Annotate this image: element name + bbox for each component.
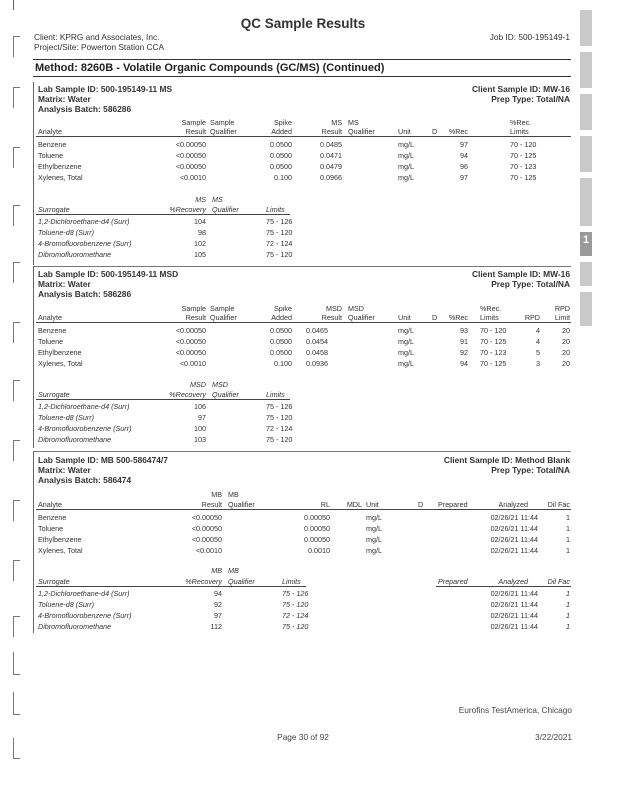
rec-limits: 70 - 125	[480, 337, 507, 346]
analyte: Ethylbenzene	[38, 348, 82, 357]
mb-result: <0.0010	[195, 546, 222, 555]
rpd-limit: 20	[562, 348, 570, 357]
surrogate-limits: 75 - 120	[282, 622, 309, 631]
sample-result: <0.0010	[179, 359, 206, 368]
prep-type: Prep Type: Total/NA	[491, 94, 570, 104]
rpd-limit: 20	[562, 326, 570, 335]
surrogate-recovery: 94	[214, 589, 222, 598]
surrogate-recovery: 100	[194, 424, 206, 433]
matrix: Matrix: Water	[38, 94, 91, 104]
dil-fac: 1	[566, 546, 570, 555]
col-header: %Recovery	[169, 205, 206, 214]
sample-result: <0.00050	[175, 151, 206, 160]
matrix: Matrix: Water	[38, 465, 91, 475]
spike-added: 0.0500	[270, 140, 292, 149]
percent-rec: 97	[460, 140, 468, 149]
analyzed: 02/26/21 11:44	[490, 611, 538, 620]
col-header: Result	[185, 127, 206, 136]
rec-limits: 70 - 120	[480, 326, 507, 335]
sample-result: <0.00050	[175, 326, 206, 335]
col-header: MB	[228, 566, 239, 575]
analysis-batch: Analysis Batch: 586286	[38, 289, 132, 299]
percent-rec: 94	[460, 151, 468, 160]
col-header: RPD	[524, 313, 540, 322]
col-header: RPD	[554, 304, 570, 313]
col-header: %Rec	[448, 127, 468, 136]
mb-result: <0.00050	[191, 524, 222, 533]
unit: mg/L	[366, 524, 382, 533]
dil-fac: 1	[566, 513, 570, 522]
analysis-batch: Analysis Batch: 586286	[38, 104, 132, 114]
col-header: Added	[271, 127, 292, 136]
col-header: Qualifier	[348, 313, 375, 322]
left-margin-bracket	[13, 205, 20, 226]
col-header: Sample	[210, 118, 235, 127]
analyte: Toluene	[38, 524, 64, 533]
surrogate-recovery: 103	[194, 435, 206, 444]
msd-result: 0.0454	[306, 337, 328, 346]
col-header: Dil Fac	[547, 577, 570, 586]
surrogate-name: 4-Bromofluorobenzene (Surr)	[38, 424, 132, 433]
col-header: RL	[320, 500, 330, 509]
surrogate-name: 1,2-Dichloroethane-d4 (Surr)	[38, 589, 130, 598]
surrogate-name: Dibromofluoromethane	[38, 435, 112, 444]
col-header: %Recovery	[169, 390, 206, 399]
dil-fac: 1	[566, 600, 570, 609]
page-number: Page 30 of 92	[277, 732, 329, 742]
col-header: Unit	[366, 500, 379, 509]
sample-result: <0.00050	[175, 337, 206, 346]
unit: mg/L	[398, 337, 414, 346]
rec-limits: 70 - 123	[510, 162, 537, 171]
header-rule	[36, 214, 290, 215]
unit: mg/L	[398, 162, 414, 171]
lab-sample-id: Lab Sample ID: 500-195149-11 MSD	[38, 269, 179, 279]
col-header: Result	[321, 313, 342, 322]
side-tab	[580, 178, 592, 226]
col-header: Limits	[510, 127, 529, 136]
col-header: Surrogate	[38, 205, 70, 214]
col-header: Dil Fac	[547, 500, 570, 509]
col-header: Qualifier	[210, 313, 237, 322]
side-tab-number: 1	[582, 234, 590, 246]
percent-rec: 93	[460, 326, 468, 335]
rpd: 4	[536, 337, 540, 346]
col-header: Limits	[266, 205, 285, 214]
analyte: Xylenes, Total	[38, 546, 83, 555]
rpd-limit: 20	[562, 359, 570, 368]
rec-limits: 70 - 125	[510, 173, 537, 182]
client-sample-id: Client Sample ID: Method Blank	[443, 455, 570, 465]
section-rule	[33, 82, 34, 265]
method-title: Method: 8260B - Volatile Organic Compounds (GC/MS) (Continued)	[35, 62, 385, 74]
prep-type: Prep Type: Total/NA	[491, 465, 570, 475]
surrogate-limits: 72 - 124	[266, 239, 293, 248]
sample-result: <0.00050	[175, 348, 206, 357]
left-margin-rule	[13, 0, 14, 10]
ms-result: 0.0485	[320, 140, 342, 149]
section-divider	[33, 451, 571, 452]
percent-rec: 92	[460, 348, 468, 357]
unit: mg/L	[398, 359, 414, 368]
col-header: Surrogate	[38, 577, 70, 586]
unit: mg/L	[398, 140, 414, 149]
dil-fac: 1	[566, 589, 570, 598]
msd-result: 0.0458	[306, 348, 328, 357]
col-header: Analyzed	[498, 577, 528, 586]
surrogate-recovery: 98	[198, 228, 206, 237]
mb-result: <0.00050	[191, 535, 222, 544]
rl: 0.00050	[304, 513, 330, 522]
dil-fac: 1	[566, 535, 570, 544]
analyte: Ethylbenzene	[38, 535, 82, 544]
col-header: MB	[211, 566, 222, 575]
col-header: Result	[201, 500, 222, 509]
col-header: MSD	[212, 380, 228, 389]
rpd: 3	[536, 359, 540, 368]
analyte: Benzene	[38, 326, 67, 335]
surrogate-limits: 75 - 120	[282, 600, 309, 609]
percent-rec: 91	[460, 337, 468, 346]
ms-result: 0.0479	[320, 162, 342, 171]
matrix: Matrix: Water	[38, 279, 91, 289]
col-header: Sample	[181, 304, 206, 313]
surrogate-name: Toluene-d8 (Surr)	[38, 228, 95, 237]
col-header: Spike	[274, 304, 292, 313]
header-rule	[36, 509, 571, 510]
analyte: Xylenes, Total	[38, 173, 83, 182]
header-rule	[436, 586, 571, 587]
spike-added: 0.100	[274, 173, 292, 182]
sample-result: <0.00050	[175, 140, 206, 149]
left-margin-bracket	[13, 652, 20, 675]
col-header: D	[418, 500, 424, 509]
surrogate-recovery: 106	[194, 402, 206, 411]
surrogate-name: Dibromofluoromethane	[38, 250, 112, 259]
left-margin-bracket	[13, 616, 20, 637]
left-margin-bracket	[13, 692, 20, 715]
analyzed: 02/26/21 11:44	[490, 546, 538, 555]
rl: 0.00050	[304, 524, 330, 533]
method-rule-top	[33, 59, 571, 60]
col-header: MDL	[346, 500, 362, 509]
left-margin-bracket	[13, 262, 20, 283]
col-header: Spike	[274, 118, 292, 127]
col-header: %Rec	[448, 313, 468, 322]
surrogate-name: Dibromofluoromethane	[38, 622, 112, 631]
col-header: Result	[185, 313, 206, 322]
col-header: Limits	[480, 313, 499, 322]
col-header: MB	[211, 490, 222, 499]
surrogate-limits: 75 - 126	[266, 217, 293, 226]
unit: mg/L	[366, 513, 382, 522]
client-name: Client: KPRG and Associates, Inc.	[34, 32, 160, 42]
ms-result: 0.0966	[320, 173, 342, 182]
rec-limits: 70 - 125	[510, 151, 537, 160]
spike-added: 0.0500	[270, 337, 292, 346]
header-rule	[36, 586, 306, 587]
surrogate-limits: 75 - 126	[266, 402, 293, 411]
col-header: Unit	[398, 313, 411, 322]
msd-result: 0.0465	[306, 326, 328, 335]
spike-added: 0.0500	[270, 326, 292, 335]
left-margin-bracket	[13, 147, 20, 168]
col-header: Analyzed	[498, 500, 528, 509]
section-divider	[33, 266, 571, 267]
unit: mg/L	[398, 326, 414, 335]
col-header: Unit	[398, 127, 411, 136]
unit: mg/L	[398, 151, 414, 160]
col-header: Prepared	[438, 577, 468, 586]
analyte: Benzene	[38, 513, 67, 522]
analyte: Benzene	[38, 140, 67, 149]
col-header: Surrogate	[38, 390, 70, 399]
surrogate-name: 4-Bromofluorobenzene (Surr)	[38, 239, 132, 248]
side-tab	[580, 94, 592, 130]
header-rule	[36, 322, 571, 323]
surrogate-name: 1,2-Dichloroethane-d4 (Surr)	[38, 217, 130, 226]
report-date: 3/22/2021	[535, 732, 572, 742]
surrogate-limits: 75 - 120	[266, 228, 293, 237]
rec-limits: 70 - 123	[480, 348, 507, 357]
dil-fac: 1	[566, 622, 570, 631]
left-margin-bracket	[13, 560, 20, 581]
analyte: Ethylbenzene	[38, 162, 82, 171]
dil-fac: 1	[566, 524, 570, 533]
project-site: Project/Site: Powerton Station CCA	[34, 42, 165, 52]
col-header: Prepared	[438, 500, 468, 509]
surrogate-limits: 72 - 124	[282, 611, 309, 620]
surrogate-limits: 75 - 126	[282, 589, 309, 598]
surrogate-limits: 75 - 120	[266, 435, 293, 444]
surrogate-recovery: 112	[210, 622, 222, 631]
col-header: Sample	[210, 304, 235, 313]
spike-added: 0.100	[274, 359, 292, 368]
percent-rec: 97	[460, 173, 468, 182]
col-header: Analyte	[38, 313, 62, 322]
col-header: %Rec.	[510, 118, 532, 127]
col-header: Result	[321, 127, 342, 136]
side-tab	[580, 136, 592, 172]
col-header: Qualifier	[228, 577, 255, 586]
left-margin-bracket	[13, 500, 20, 521]
spike-added: 0.0500	[270, 348, 292, 357]
col-header: %Rec.	[480, 304, 502, 313]
col-header: MSD	[190, 380, 206, 389]
analyzed: 02/26/21 11:44	[490, 622, 538, 631]
surrogate-name: 4-Bromofluorobenzene (Surr)	[38, 611, 132, 620]
spike-added: 0.0500	[270, 151, 292, 160]
col-header: MSD	[348, 304, 364, 313]
rpd-limit: 20	[562, 337, 570, 346]
surrogate-recovery: 104	[194, 217, 206, 226]
col-header: MS	[212, 195, 223, 204]
col-header: Qualifier	[210, 127, 237, 136]
page-title: QC Sample Results	[240, 16, 366, 31]
surrogate-limits: 75 - 120	[266, 413, 293, 422]
col-header: MB	[228, 490, 239, 499]
ms-result: 0.0471	[320, 151, 342, 160]
analyzed: 02/26/21 11:44	[490, 513, 538, 522]
col-header: MS	[348, 118, 359, 127]
job-id: Job ID: 500-195149-1	[489, 32, 570, 42]
col-header: Qualifier	[348, 127, 375, 136]
surrogate-name: 1,2-Dichloroethane-d4 (Surr)	[38, 402, 130, 411]
analysis-batch: Analysis Batch: 586474	[38, 475, 132, 485]
header-rule	[36, 399, 290, 400]
client-sample-id: Client Sample ID: MW-16	[471, 84, 570, 94]
rec-limits: 70 - 125	[480, 359, 507, 368]
col-header: %Recovery	[185, 577, 222, 586]
unit: mg/L	[366, 546, 382, 555]
col-header: Limit	[554, 313, 570, 322]
left-margin-bracket	[13, 322, 20, 343]
side-tab	[580, 292, 592, 326]
surrogate-limits: 75 - 120	[266, 250, 293, 259]
analyzed: 02/26/21 11:44	[490, 589, 538, 598]
analyzed: 02/26/21 11:44	[490, 535, 538, 544]
lab-sample-id: Lab Sample ID: 500-195149-11 MS	[38, 84, 173, 94]
side-tab	[580, 52, 592, 88]
percent-rec: 94	[460, 359, 468, 368]
left-margin-bracket	[13, 380, 20, 401]
surrogate-recovery: 105	[194, 250, 206, 259]
client-sample-id: Client Sample ID: MW-16	[471, 269, 570, 279]
col-header: Qualifier	[212, 205, 239, 214]
col-header: MS	[331, 118, 342, 127]
unit: mg/L	[366, 535, 382, 544]
left-margin-bracket	[13, 440, 20, 461]
col-header: MSD	[326, 304, 342, 313]
rl: 0.00050	[304, 535, 330, 544]
col-header: Sample	[181, 118, 206, 127]
col-header: Limits	[282, 577, 301, 586]
section-rule	[33, 266, 34, 448]
mb-result: <0.00050	[191, 513, 222, 522]
left-margin-bracket	[13, 36, 20, 57]
col-header: Qualifier	[228, 500, 255, 509]
analyte: Toluene	[38, 337, 64, 346]
surrogate-recovery: 92	[214, 600, 222, 609]
left-margin-bracket	[13, 87, 20, 108]
col-header: Analyte	[38, 127, 62, 136]
prep-type: Prep Type: Total/NA	[491, 279, 570, 289]
section-rule	[33, 451, 34, 633]
rec-limits: 70 - 120	[510, 140, 537, 149]
surrogate-recovery: 97	[214, 611, 222, 620]
spike-added: 0.0500	[270, 162, 292, 171]
lab-company: Eurofins TestAmerica, Chicago	[458, 705, 572, 715]
col-header: Limits	[266, 390, 285, 399]
analyte: Xylenes, Total	[38, 359, 83, 368]
analyzed: 02/26/21 11:44	[490, 600, 538, 609]
sample-result: <0.0010	[179, 173, 206, 182]
analyzed: 02/26/21 11:44	[490, 524, 538, 533]
unit: mg/L	[398, 173, 414, 182]
col-header: D	[432, 127, 438, 136]
analyte: Toluene	[38, 151, 64, 160]
surrogate-recovery: 97	[198, 413, 206, 422]
side-tab	[580, 262, 592, 286]
col-header: Qualifier	[212, 390, 239, 399]
rpd: 4	[536, 326, 540, 335]
method-rule-bottom	[33, 76, 571, 77]
col-header: MS	[195, 195, 206, 204]
lab-sample-id: Lab Sample ID: MB 500-586474/7	[38, 455, 168, 465]
percent-rec: 96	[460, 162, 468, 171]
header-rule	[36, 136, 571, 137]
rl: 0.0010	[308, 546, 330, 555]
col-header: D	[432, 313, 438, 322]
msd-result: 0.0936	[306, 359, 328, 368]
col-header: Added	[271, 313, 292, 322]
rpd: 5	[536, 348, 540, 357]
dil-fac: 1	[566, 611, 570, 620]
surrogate-limits: 72 - 124	[266, 424, 293, 433]
surrogate-recovery: 102	[194, 239, 206, 248]
sample-result: <0.00050	[175, 162, 206, 171]
surrogate-name: Toluene-d8 (Surr)	[38, 600, 95, 609]
unit: mg/L	[398, 348, 414, 357]
surrogate-name: Toluene-d8 (Surr)	[38, 413, 95, 422]
col-header: Analyte	[38, 500, 62, 509]
